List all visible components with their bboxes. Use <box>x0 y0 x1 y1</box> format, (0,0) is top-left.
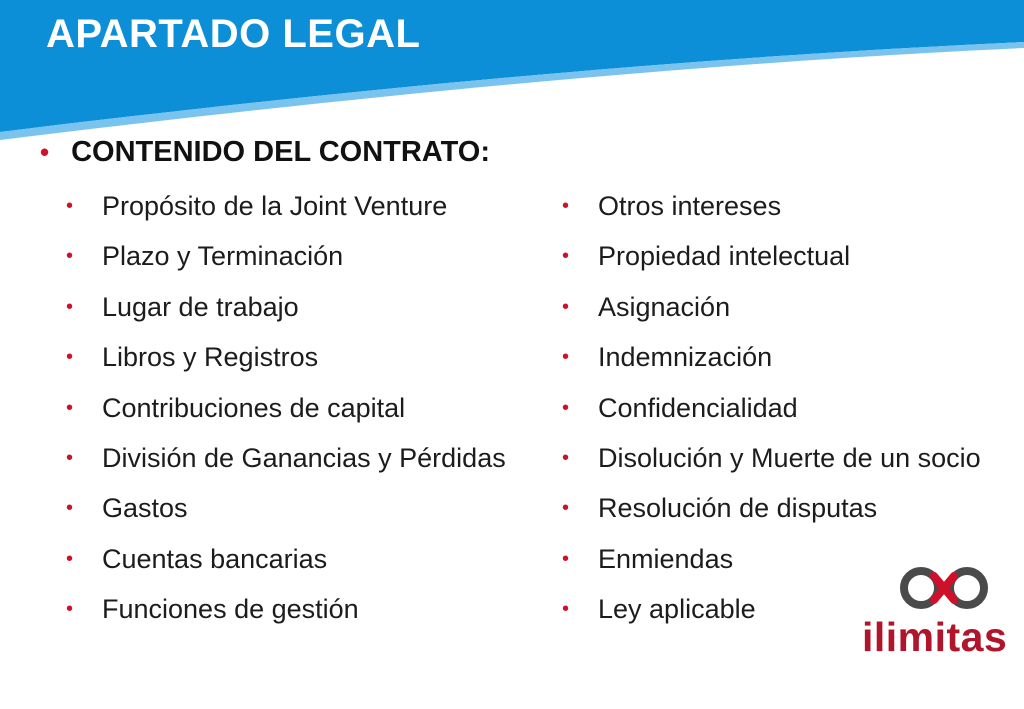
bullet-icon: • <box>562 295 570 318</box>
list-item: • Libros y Registros <box>66 337 506 387</box>
list-item: • Cuentas bancarias <box>66 539 506 589</box>
list-item: • Indemnización <box>562 337 981 387</box>
bullet-icon: • <box>66 497 74 520</box>
list-item: • Plazo y Terminación <box>66 236 506 286</box>
bullet-icon: • <box>66 195 74 217</box>
list-item: • Enmiendas <box>562 539 981 589</box>
bullet-icon: • <box>66 295 74 318</box>
bullet-icon: • <box>66 446 74 469</box>
bullet-icon: • <box>562 195 570 217</box>
bullet-icon: • <box>562 547 570 570</box>
list-item: • Resolución de disputas <box>562 488 981 538</box>
list-item: • Lugar de trabajo <box>66 287 506 337</box>
list-item: • Otros intereses <box>562 186 981 236</box>
list-item: • Disolución y Muerte de un socio <box>562 438 981 488</box>
list-item: • Propósito de la Joint Venture <box>66 186 506 236</box>
bullet-icon: • <box>40 137 50 167</box>
infinity-x-icon <box>898 564 990 612</box>
list-item: • División de Ganancias y Pérdidas <box>66 438 506 488</box>
section-heading-text: CONTENIDO DEL CONTRATO: <box>71 136 490 168</box>
list-item: • Funciones de gestión <box>66 589 506 639</box>
bullet-icon: • <box>66 598 74 621</box>
bullet-icon: • <box>66 245 74 268</box>
bullet-icon: • <box>562 245 570 268</box>
page-title: APARTADO LEGAL <box>46 12 421 56</box>
list-item: • Contribuciones de capital <box>66 388 506 438</box>
bullet-icon: • <box>66 547 74 570</box>
bullet-icon: • <box>562 446 570 469</box>
bullet-icon: • <box>66 346 74 369</box>
list-item: • Asignación <box>562 287 981 337</box>
list-item: • Gastos <box>66 488 506 538</box>
bullet-icon: • <box>562 346 570 369</box>
list-item: • Propiedad intelectual <box>562 236 981 286</box>
bullet-icon: • <box>562 396 570 419</box>
list-item: • Ley aplicable <box>562 589 981 639</box>
left-bullet-list <box>66 186 506 640</box>
section-heading <box>40 136 490 169</box>
bullet-icon: • <box>562 497 570 520</box>
list-item: • Confidencialidad <box>562 388 981 438</box>
bullet-icon: • <box>66 396 74 419</box>
logo-wordmark: ilimitas <box>862 614 1008 660</box>
ilimitas-logo <box>862 562 1018 666</box>
bullet-icon: • <box>562 598 570 621</box>
